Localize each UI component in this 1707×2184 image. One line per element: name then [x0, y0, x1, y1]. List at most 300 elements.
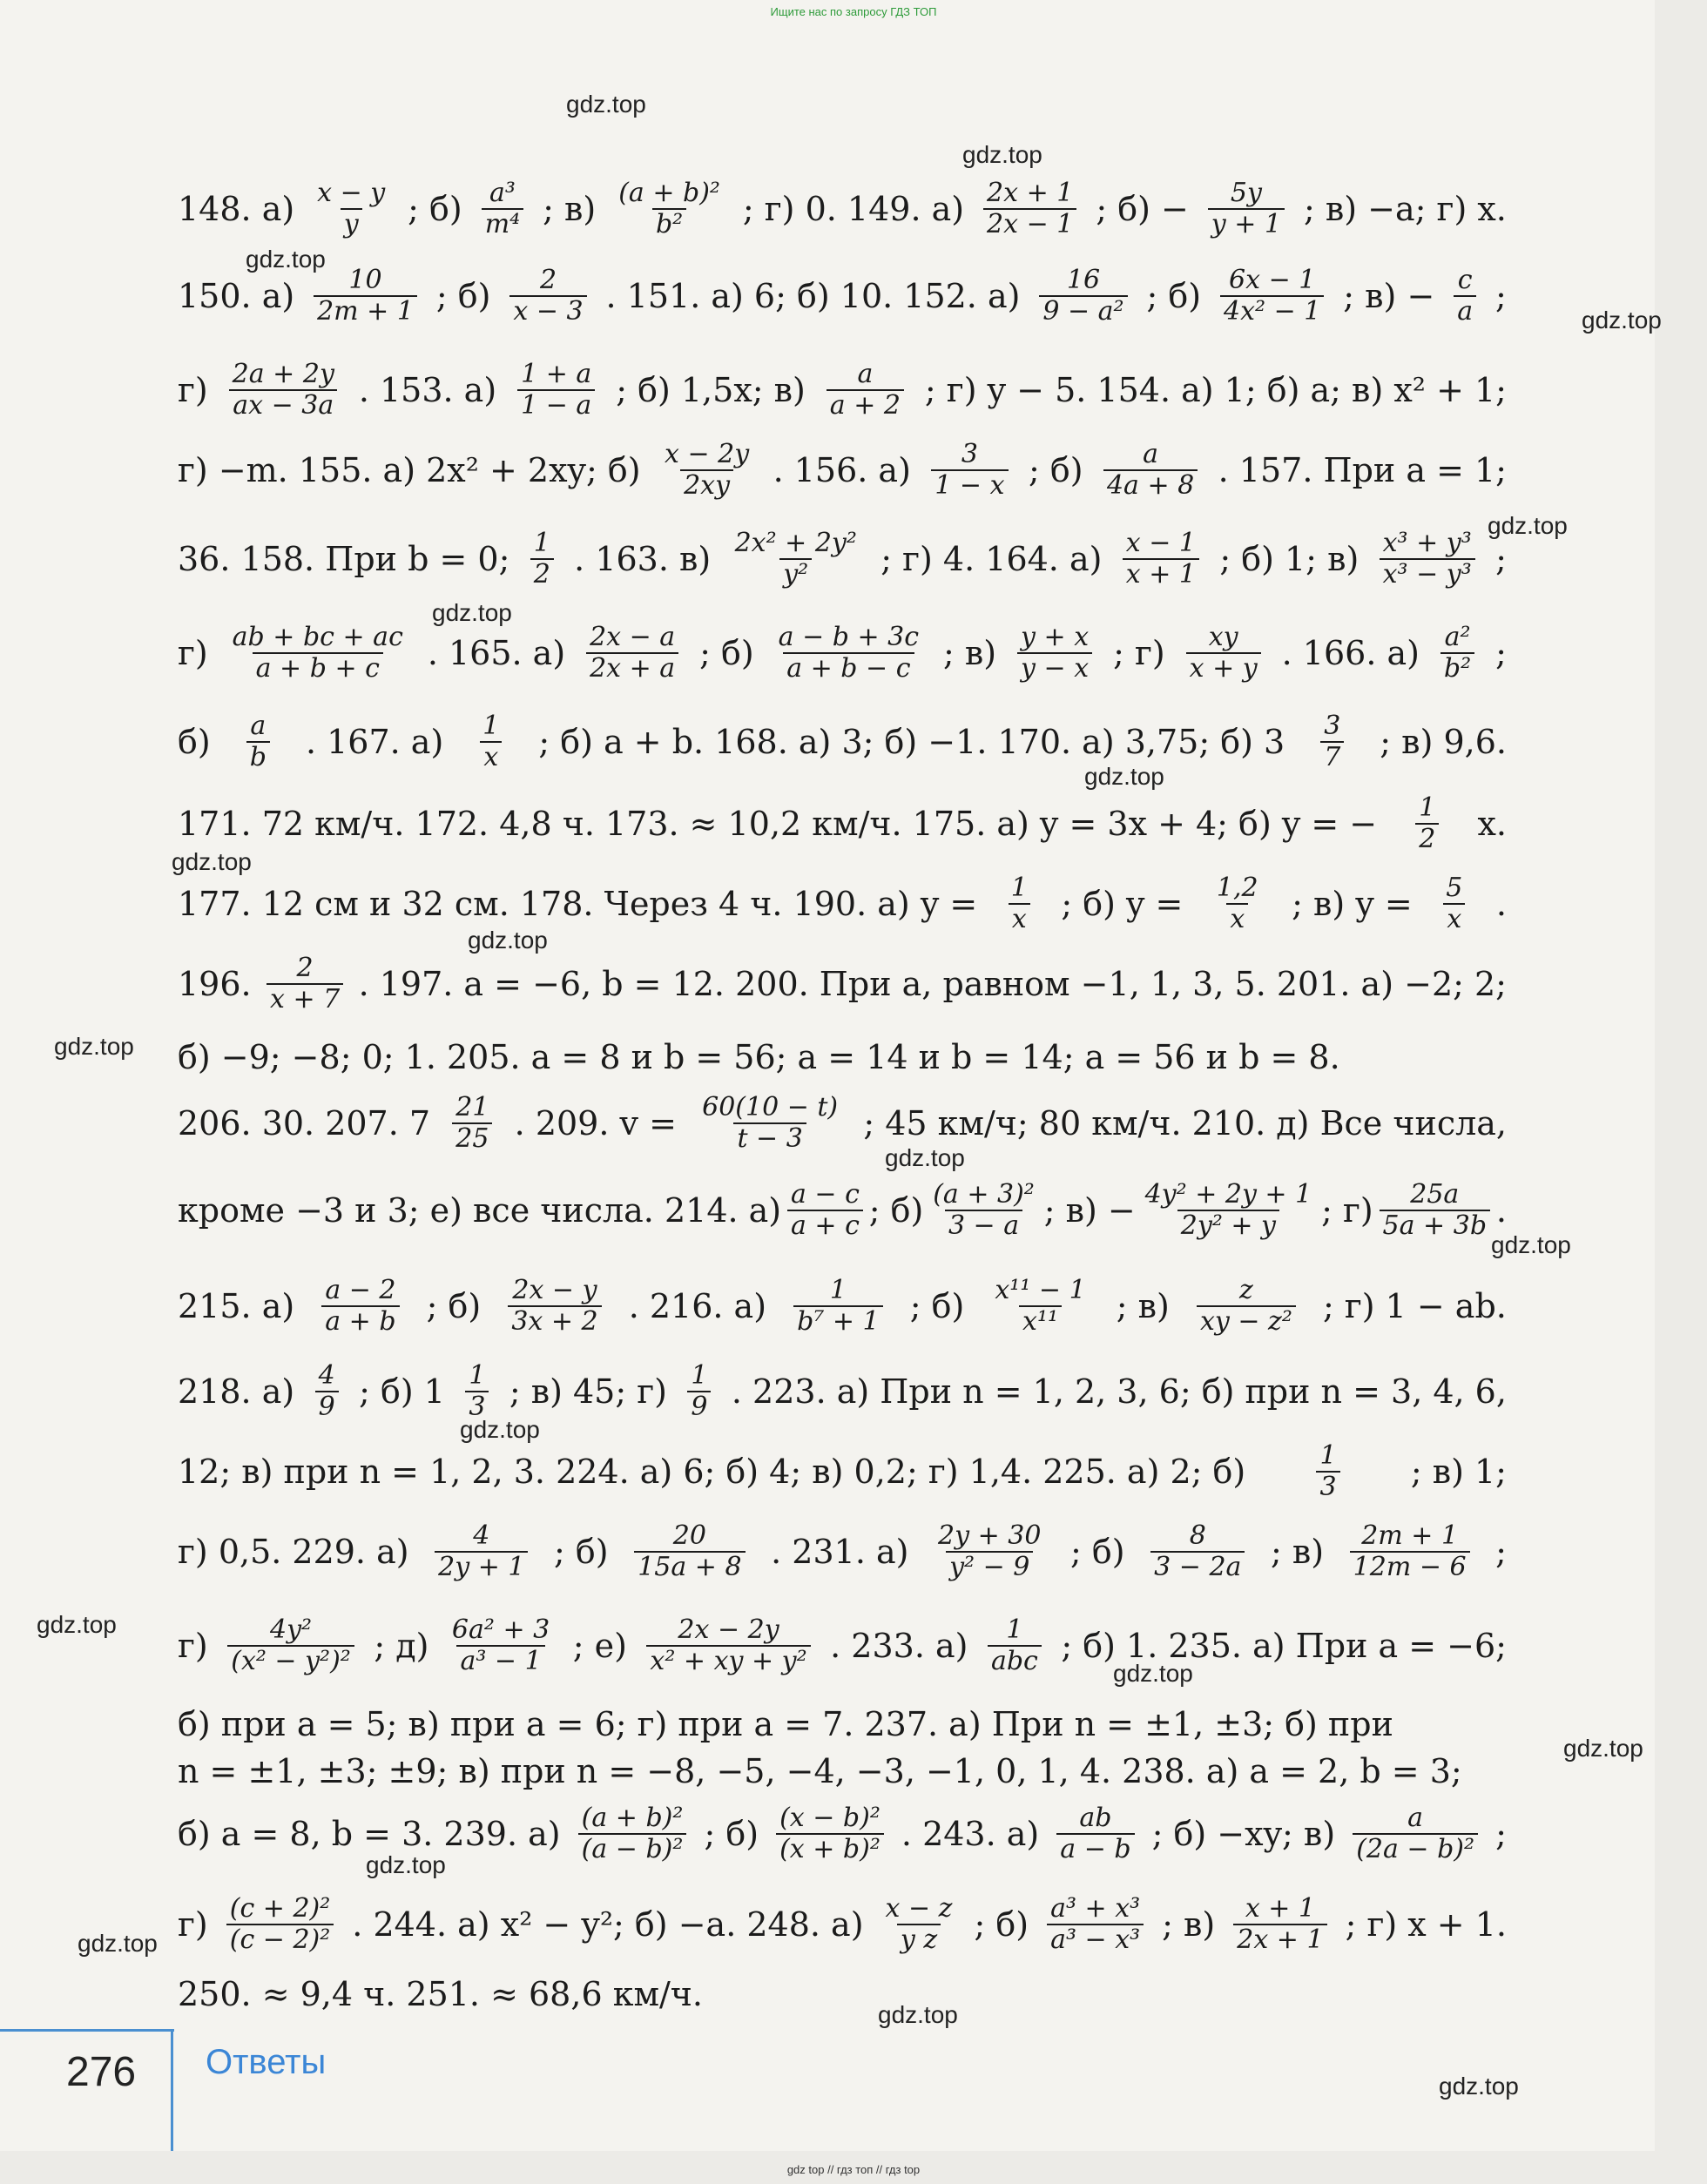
fraction — [1123, 529, 1199, 590]
fraction — [661, 440, 752, 502]
fraction-numerator: 4y² — [269, 1614, 313, 1645]
fraction — [1233, 1894, 1326, 1956]
answer-line — [178, 516, 1507, 603]
fraction — [991, 1276, 1089, 1338]
watermark: gdz.top — [1084, 763, 1164, 790]
answer-text: г) −m. 155. а) 2x² + 2xy; б) — [178, 451, 641, 489]
fraction-numerator: x − y — [317, 177, 386, 208]
fraction — [1056, 1803, 1134, 1865]
answer-text: . 165. а) — [427, 634, 566, 672]
answer-text: ; б) — [868, 1191, 924, 1230]
answer-text: ; д) — [374, 1627, 429, 1665]
fraction — [1103, 440, 1198, 502]
fraction — [449, 1615, 553, 1677]
fraction-denominator: (a − b)² — [578, 1833, 687, 1865]
fraction-numerator: 2a + 2y — [232, 358, 334, 389]
watermark: gdz.top — [172, 848, 252, 875]
answer-text: . 167. а) — [305, 723, 444, 761]
fraction-denominator: 4x² − 1 — [1220, 295, 1324, 327]
answer-text: ; в) − — [1343, 277, 1435, 315]
fraction — [934, 1521, 1044, 1583]
answer-line — [178, 165, 1507, 253]
answer-text: . 233. а) — [830, 1627, 968, 1665]
watermark: gdz.top — [962, 141, 1042, 168]
fraction — [1454, 266, 1476, 327]
answer-text: 177. 12 см и 32 см. 178. Через 4 ч. 190. а) y = — [178, 885, 978, 923]
fraction-numerator: 1,2 — [1216, 872, 1258, 903]
answer-text: ; в) — [543, 190, 597, 228]
watermark: gdz.top — [78, 1930, 158, 1957]
fraction-denominator: b² — [1440, 652, 1474, 684]
fraction-denominator: x — [1009, 903, 1030, 935]
fraction-denominator: a³ − x³ — [1047, 1924, 1144, 1956]
answer-line — [178, 253, 1507, 340]
fraction — [1380, 529, 1475, 590]
fraction-numerator: a − c — [791, 1178, 860, 1210]
fraction-denominator: 3 — [465, 1391, 489, 1423]
fraction — [1320, 711, 1344, 773]
answer-text: ; — [1495, 1533, 1507, 1571]
footer-note: gdz top // гдз топ // гдз top — [786, 2163, 921, 2176]
answer-text: ; б) 1,5x; в) — [616, 371, 806, 409]
fraction — [314, 266, 417, 327]
answer-text: ; — [1495, 277, 1507, 315]
fraction — [586, 623, 678, 684]
answer-text: ; в) — [1271, 1533, 1325, 1571]
fraction-denominator: 3 − a — [945, 1210, 1022, 1242]
fraction — [1142, 1180, 1316, 1242]
fraction — [646, 1615, 810, 1677]
fraction-numerator: 2x − a — [590, 621, 676, 652]
fraction — [1208, 179, 1285, 240]
fraction-numerator: 16 — [1066, 264, 1101, 295]
answer-line — [178, 860, 1507, 947]
fraction-denominator: x — [1443, 903, 1465, 935]
fraction-denominator: x² + xy + y² — [646, 1645, 810, 1677]
fraction-denominator: y z — [897, 1924, 941, 1956]
answer-text: кроме −3 и 3; е) все числа. 214. а) — [178, 1191, 782, 1230]
answer-text: ; б) y = — [1061, 885, 1184, 923]
fraction-denominator: 7 — [1320, 741, 1344, 773]
header-note: Ищите нас по запросу ГДЗ ТОП — [770, 5, 937, 18]
fraction-denominator: a — [1454, 295, 1476, 327]
answer-text: ; б) − — [1096, 190, 1189, 228]
fraction-numerator: 1 — [1010, 872, 1028, 903]
answer-text: ; б) — [1028, 451, 1083, 489]
fraction-denominator: a + b — [321, 1305, 399, 1338]
answer-text: . — [1495, 1191, 1507, 1230]
answer-text: ; б) — [704, 1815, 759, 1853]
answer-line — [178, 1263, 1507, 1350]
fraction-numerator: ab + bc + ac — [232, 621, 403, 652]
fraction-denominator: 2x + 1 — [1233, 1924, 1326, 1956]
fraction-numerator: a — [857, 358, 874, 389]
answer-line — [178, 1348, 1507, 1435]
fraction — [1039, 266, 1127, 327]
fraction-denominator: y² — [779, 558, 812, 590]
answer-text: . 223. а) При n = 1, 2, 3, 6; б) при n = 3, 4, 6, — [731, 1372, 1507, 1411]
fraction-denominator: y² − 9 — [946, 1551, 1033, 1583]
answer-text: . 209. v = — [514, 1104, 677, 1143]
fraction-numerator: 3 — [961, 438, 978, 469]
fraction-denominator: 9 — [315, 1391, 339, 1423]
answer-text: n = ±1, ±3; ±9; в) при n = −8, −5, −4, −3, −1, 0, 1, 4. 238. а) a = 2, b = 3; — [178, 1752, 1462, 1790]
fraction-numerator: 21 — [455, 1091, 489, 1122]
watermark: gdz.top — [37, 1611, 117, 1638]
answer-line — [178, 1602, 1507, 1689]
fraction — [267, 954, 343, 1015]
fraction — [775, 623, 922, 684]
fraction-numerator: 1 — [482, 710, 500, 741]
fraction — [827, 360, 904, 421]
fraction — [465, 1361, 489, 1423]
fraction-denominator: x + 1 — [1123, 558, 1199, 590]
fraction — [508, 1276, 601, 1338]
answer-text: ; в) −a; г) x. — [1303, 190, 1507, 228]
answer-line — [178, 698, 1507, 785]
fraction — [1220, 266, 1324, 327]
answer-text: ; б) a + b. 168. а) 3; б) −1. 170. а) 3,75; б) 3 — [538, 723, 1285, 761]
answer-text: ; в) 1; — [1410, 1453, 1507, 1491]
answer-text: г) — [178, 634, 208, 672]
fraction-numerator: 5 — [1446, 872, 1463, 903]
fraction-numerator: 2 — [296, 952, 314, 983]
fraction — [1440, 623, 1474, 684]
fraction — [1316, 1441, 1339, 1503]
answer-text: б) — [178, 723, 211, 761]
answer-text: x. — [1477, 805, 1507, 843]
fraction-denominator: xy − z² — [1197, 1305, 1296, 1338]
fraction-numerator: y + x — [1021, 621, 1090, 652]
answer-text: . 243. а) — [901, 1815, 1040, 1853]
fraction — [793, 1276, 883, 1338]
fraction — [1150, 1521, 1245, 1583]
fraction-denominator: 2x − 1 — [983, 208, 1076, 240]
fraction — [1415, 793, 1439, 855]
answer-line — [178, 780, 1507, 867]
fraction-numerator: (a + b)² — [618, 177, 720, 208]
fraction-denominator: 15a + 8 — [634, 1551, 745, 1583]
fraction-denominator: (c − 2)² — [226, 1924, 334, 1956]
fraction-denominator: 2x + a — [586, 652, 678, 684]
fraction — [983, 179, 1076, 240]
fraction-numerator: 1 — [533, 527, 550, 558]
fraction-denominator: 4a + 8 — [1103, 469, 1198, 502]
fraction-numerator: x³ + y³ — [1382, 527, 1472, 558]
answer-text: 196. — [178, 965, 252, 1003]
answer-text: ; — [1495, 540, 1507, 578]
answer-text: ; б) — [426, 1287, 482, 1325]
fraction-numerator: 1 — [469, 1359, 486, 1391]
fraction-numerator: x¹¹ − 1 — [995, 1274, 1086, 1305]
fraction-numerator: 4y² + 2y + 1 — [1144, 1178, 1312, 1210]
fraction-numerator: 2x² + 2y² — [734, 527, 857, 558]
answer-line — [178, 1951, 1507, 2038]
watermark: gdz.top — [246, 246, 326, 273]
fraction — [246, 711, 270, 773]
fraction-numerator: (a + 3)² — [933, 1178, 1035, 1210]
fraction — [482, 179, 523, 240]
watermark: gdz.top — [566, 91, 646, 118]
fraction-numerator: 2x − y — [512, 1274, 597, 1305]
fraction-denominator: x¹¹ — [1019, 1305, 1062, 1338]
fraction — [988, 1615, 1042, 1677]
fraction-numerator: (x − b)² — [779, 1802, 880, 1833]
fraction — [787, 1180, 863, 1242]
fraction — [314, 179, 388, 240]
fraction-denominator: abc — [988, 1645, 1042, 1677]
answer-text: б) −9; −8; 0; 1. 205. a = 8 и b = 56; a = 14 и b = 14; a = 56 и b = 8. — [178, 1038, 1340, 1076]
fraction — [1380, 1180, 1490, 1242]
fraction-numerator: x − 2y — [665, 438, 750, 469]
answer-line — [178, 610, 1507, 697]
fraction — [227, 1615, 354, 1677]
answer-text: ; г) — [1113, 634, 1165, 672]
fraction-numerator: 1 — [1319, 1439, 1337, 1471]
fraction-denominator: 5a + 3b — [1380, 1210, 1490, 1242]
answer-text: . 216. а) — [628, 1287, 767, 1325]
fraction-denominator: 2 — [530, 558, 554, 590]
answer-line — [178, 1790, 1507, 1877]
fraction-numerator: ab — [1079, 1802, 1112, 1833]
fraction-numerator: a — [1407, 1802, 1424, 1833]
fraction-numerator: 1 — [1006, 1614, 1023, 1645]
fraction — [509, 266, 586, 327]
fraction-denominator: 3 − 2a — [1150, 1551, 1245, 1583]
fraction-denominator: 2xy — [680, 469, 733, 502]
fraction-numerator: 2x + 1 — [987, 177, 1074, 208]
answer-text: 250. ≈ 9,4 ч. 251. ≈ 68,6 км/ч. — [178, 1975, 704, 2013]
fraction — [1008, 873, 1031, 935]
fraction — [1017, 623, 1092, 684]
fraction-denominator: a − b — [1056, 1833, 1134, 1865]
fraction-numerator: 3 — [1324, 710, 1341, 741]
fraction-numerator: 2 — [539, 264, 557, 295]
answer-text: ; б) — [974, 1905, 1029, 1944]
fraction — [931, 440, 1008, 502]
fraction — [698, 1093, 841, 1155]
fraction-denominator: a + b + c — [253, 652, 383, 684]
fraction-numerator: 20 — [672, 1520, 706, 1551]
fraction-denominator: 1 − a — [517, 389, 595, 421]
fraction-numerator: xy — [1208, 621, 1238, 652]
fraction-numerator: 1 — [829, 1274, 847, 1305]
fraction-denominator: ax − 3a — [229, 389, 337, 421]
answer-text: . 151. а) 6; б) 10. 152. а) — [605, 277, 1021, 315]
page-number: 276 — [66, 2049, 137, 2095]
fraction-denominator: a + 2 — [827, 389, 904, 421]
fraction-denominator: b — [246, 741, 270, 773]
fraction-denominator: (x² − y²)² — [227, 1645, 354, 1677]
fraction-numerator: 10 — [348, 264, 382, 295]
answer-text: ; в) — [1162, 1905, 1216, 1944]
answer-text: ; в) 9,6. — [1380, 723, 1507, 761]
answer-text: ; б) — [1070, 1533, 1125, 1571]
answer-line — [178, 1428, 1507, 1515]
answer-text: ; г) x + 1. — [1345, 1905, 1507, 1944]
fraction-denominator: 1 − x — [931, 469, 1008, 502]
fraction-numerator: 4 — [473, 1520, 490, 1551]
fraction-denominator: y + 1 — [1208, 208, 1285, 240]
watermark: gdz.top — [1488, 512, 1568, 539]
answer-text: . 153. а) — [358, 371, 497, 409]
fraction — [1186, 623, 1261, 684]
watermark: gdz.top — [1582, 307, 1662, 334]
fraction — [530, 529, 554, 590]
watermark: gdz.top — [1113, 1660, 1193, 1687]
fraction-denominator: y − x — [1017, 652, 1092, 684]
fraction-denominator: t − 3 — [733, 1122, 806, 1155]
fraction-denominator: 25 — [452, 1122, 492, 1155]
fraction-denominator: 2m + 1 — [314, 295, 417, 327]
answer-text: ; г) 1 − ab. — [1322, 1287, 1507, 1325]
answer-text: 218. а) — [178, 1372, 295, 1411]
fraction-denominator: 3 — [1316, 1471, 1339, 1503]
answer-text: 12; в) при n = 1, 2, 3. 224. а) 6; б) 4; в) 0,2; г) 1,4. 225. а) 2; б) — [178, 1453, 1246, 1491]
fraction — [882, 1894, 956, 1956]
answer-text: 171. 72 км/ч. 172. 4,8 ч. 173. ≈ 10,2 км/ч. 175. а) y = 3x + 4; б) y = − — [178, 805, 1378, 843]
fraction-denominator: b⁷ + 1 — [793, 1305, 883, 1338]
watermark: gdz.top — [878, 2001, 958, 2028]
fraction-denominator: x — [480, 741, 502, 773]
fraction-denominator: x + 7 — [267, 983, 343, 1015]
watermark: gdz.top — [1491, 1231, 1571, 1258]
answer-text: . 244. а) x² − y²; б) −a. 248. а) — [352, 1905, 864, 1944]
fraction-numerator: a − b + 3c — [778, 621, 920, 652]
fraction — [615, 179, 724, 240]
watermark: gdz.top — [885, 1144, 965, 1171]
answer-line — [178, 1167, 1507, 1254]
answer-text: ; б) — [699, 634, 754, 672]
fraction-numerator: a³ + x³ — [1050, 1892, 1141, 1924]
answer-text: ; б) — [1146, 277, 1202, 315]
answer-text: ; б) — [408, 190, 462, 228]
answer-text: г) 0,5. 229. а) — [178, 1533, 409, 1571]
fraction-numerator: 1 — [1419, 792, 1436, 823]
answer-text: г) — [178, 1627, 208, 1665]
fraction-denominator: 9 − a² — [1039, 295, 1127, 327]
fraction-numerator: (a + b)² — [581, 1802, 684, 1833]
fraction — [315, 1361, 339, 1423]
fraction-numerator: c — [1457, 264, 1473, 295]
fraction — [732, 529, 860, 590]
answer-text: . 163. в) — [574, 540, 712, 578]
fraction — [229, 360, 338, 421]
answer-text: ; б) 1; в) — [1219, 540, 1360, 578]
answer-text: 206. 30. 207. 7 — [178, 1104, 431, 1143]
fraction — [517, 360, 595, 421]
footer-divider — [171, 2029, 173, 2151]
answer-text: ; 45 км/ч; 80 км/ч. 210. д) Все числа, — [863, 1104, 1507, 1143]
fraction — [321, 1276, 399, 1338]
fraction-numerator: 2y + 30 — [938, 1520, 1042, 1551]
fraction — [1442, 873, 1466, 935]
fraction-denominator: 2y + 1 — [435, 1551, 528, 1583]
answer-text: б) при a = 5; в) при a = 6; г) при a = 7. 237. а) При n = ±1, ±3; б) при — [178, 1705, 1393, 1743]
answer-text: 36. 158. При b = 0; — [178, 540, 510, 578]
answer-text: ; г) y − 5. 154. а) 1; б) a; в) x² + 1; — [924, 371, 1507, 409]
fraction-denominator: (2a − b)² — [1353, 1833, 1478, 1865]
fraction — [578, 1803, 687, 1865]
fraction-numerator: a³ — [489, 177, 516, 208]
fraction-denominator: 2y² + y — [1177, 1210, 1279, 1242]
answer-text: 150. а) — [178, 277, 295, 315]
fraction — [1213, 873, 1262, 935]
fraction-denominator: a³ − 1 — [456, 1645, 544, 1677]
answer-text: . 197. a = −6, b = 12. 200. При a, равном −1, 1, 3, 5. 201. а) −2; 2; — [358, 965, 1507, 1003]
fraction-numerator: 6x − 1 — [1229, 264, 1316, 295]
fraction-numerator: 1 — [691, 1359, 708, 1391]
fraction — [1047, 1894, 1144, 1956]
fraction — [1353, 1803, 1478, 1865]
answer-text: ; б) — [909, 1287, 965, 1325]
fraction — [479, 711, 503, 773]
answer-text: . 157. При a = 1; — [1218, 451, 1507, 489]
answer-text: ; б) — [554, 1533, 609, 1571]
fraction-numerator: z — [1238, 1274, 1253, 1305]
watermark: gdz.top — [460, 1416, 540, 1443]
answer-text: . — [1495, 885, 1507, 923]
fraction-numerator: x − z — [885, 1892, 953, 1924]
answer-text: ; — [1495, 634, 1507, 672]
answer-line — [178, 1080, 1507, 1167]
watermark: gdz.top — [468, 927, 548, 954]
answer-text: . 156. а) — [773, 451, 911, 489]
answer-line — [178, 427, 1507, 514]
answer-text: ; б) 1 — [359, 1372, 445, 1411]
fraction-denominator: x — [1226, 903, 1248, 935]
fraction — [929, 1180, 1038, 1242]
fraction-numerator: a² — [1444, 621, 1471, 652]
answer-text: ; г) — [1321, 1191, 1373, 1230]
fraction-numerator: 4 — [318, 1359, 335, 1391]
answer-text: г) — [178, 371, 208, 409]
answer-text: ; б) 1. 235. а) При a = −6; — [1061, 1627, 1507, 1665]
fraction-numerator: a — [1143, 438, 1159, 469]
fraction — [687, 1361, 711, 1423]
fraction-numerator: (c + 2)² — [229, 1892, 331, 1924]
answer-text: 215. а) — [178, 1287, 295, 1325]
watermark: gdz.top — [1439, 2073, 1519, 2100]
answer-text: ; в) y = — [1292, 885, 1413, 923]
answer-text: . 231. а) — [771, 1533, 909, 1571]
fraction-numerator: x + 1 — [1245, 1892, 1316, 1924]
fraction-numerator: 8 — [1189, 1520, 1206, 1551]
answer-text: ; г) 4. 164. а) — [880, 540, 1103, 578]
fraction — [229, 623, 407, 684]
fraction-denominator: (x + b)² — [776, 1833, 884, 1865]
fraction-numerator: 2m + 1 — [1361, 1520, 1459, 1551]
footer-rule — [0, 2029, 174, 2032]
fraction-denominator: x³ − y³ — [1380, 558, 1475, 590]
answer-line — [178, 1508, 1507, 1595]
fraction-denominator: 12m − 6 — [1350, 1551, 1470, 1583]
fraction-denominator: b² — [652, 208, 686, 240]
fraction-denominator: y — [341, 208, 362, 240]
fraction-numerator: x − 1 — [1125, 527, 1196, 558]
answer-text: ; в) − — [1043, 1191, 1136, 1230]
fraction-denominator: 3x + 2 — [508, 1305, 601, 1338]
answer-text: ; б) — [435, 277, 491, 315]
fraction-numerator: 25a — [1410, 1178, 1460, 1210]
fraction-denominator: a + b − c — [783, 652, 914, 684]
fraction-numerator: a — [250, 710, 267, 741]
fraction-numerator: 6a² + 3 — [451, 1614, 550, 1645]
answer-text: 148. а) — [178, 190, 295, 228]
watermark: gdz.top — [1563, 1735, 1643, 1762]
answer-line — [178, 347, 1507, 434]
fraction — [776, 1803, 884, 1865]
